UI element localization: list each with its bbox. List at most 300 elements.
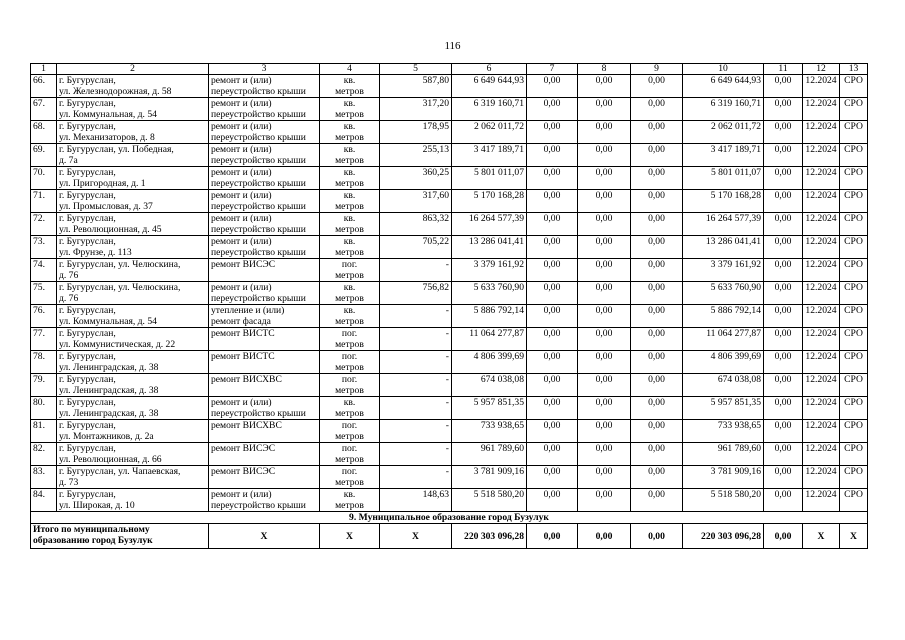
method-cell (840, 282, 868, 305)
row-number-cell-line: 76. (33, 305, 45, 316)
row-number-cell (31, 213, 57, 236)
fund-cell-11-line: 0,00 (774, 466, 792, 477)
fund-cell-7-line: 0,00 (543, 397, 561, 408)
fund-cell-10 (683, 167, 764, 190)
area-cell-line: 255,13 (422, 144, 449, 155)
fund-cell-8-line: 0,00 (595, 351, 613, 362)
fund-cell-7 (527, 213, 578, 236)
fund-cell-10 (683, 282, 764, 305)
method-cell-line: СРО (844, 420, 863, 431)
area-cell (380, 489, 452, 512)
work-type-cell (209, 236, 320, 259)
area-cell (380, 121, 452, 144)
fund-cell-11 (764, 121, 803, 144)
total-cost-cell (452, 75, 527, 98)
fund-cell-7-line: 0,00 (543, 98, 561, 109)
unit-cell (320, 397, 380, 420)
fund-cell-9-line: 0,00 (648, 144, 665, 155)
unit-cell-line: кв. (343, 144, 356, 155)
total-cost-cell (452, 466, 527, 489)
method-cell-line: СРО (844, 121, 863, 132)
unit-cell (320, 466, 380, 489)
fund-cell-11-line: 0,00 (774, 190, 792, 201)
deadline-cell-line: 12.2024 (805, 374, 837, 385)
fund-cell-10 (683, 397, 764, 420)
fund-cell-10-line: 5 518 580,20 (710, 489, 761, 500)
total-cost-cell-line: 5 518 580,20 (473, 489, 524, 500)
fund-cell-10 (683, 374, 764, 397)
fund-cell-10-line: 6 649 644,93 (710, 75, 761, 86)
deadline-cell (803, 213, 840, 236)
fund-cell-9-line: 0,00 (648, 282, 665, 293)
fund-cell-11 (764, 190, 803, 213)
total-cost-cell (452, 397, 527, 420)
unit-cell-line: метров (335, 316, 364, 327)
unit-cell-line: метров (335, 477, 364, 488)
unit-cell (320, 121, 380, 144)
fund-cell-7-line: 0,00 (543, 351, 561, 362)
row-number-cell-line: 83. (33, 466, 45, 477)
fund-cell-7 (527, 305, 578, 328)
method-cell (840, 466, 868, 489)
deadline-cell (803, 489, 840, 512)
deadline-cell (803, 305, 840, 328)
unit-cell-line: метров (335, 408, 364, 419)
fund-cell-8 (578, 328, 631, 351)
deadline-cell-line: 12.2024 (805, 466, 837, 477)
table-row (31, 236, 868, 259)
address-cell-line: г. Бугуруслан, ул. Победная, (59, 144, 174, 155)
work-type-cell-line: ремонт и (или) (211, 98, 272, 109)
work-type-cell-line: переустройство крыши (211, 293, 306, 304)
unit-cell (320, 190, 380, 213)
row-number-cell-line: 72. (33, 213, 45, 224)
fund-cell-11-line: 0,00 (774, 420, 792, 431)
deadline-cell (803, 259, 840, 282)
unit-cell (320, 282, 380, 305)
row-number-cell-line: 84. (33, 489, 45, 500)
total-cell-11-line: 0,00 (774, 530, 792, 542)
address-cell-line: г. Бугуруслан, (59, 167, 116, 178)
total-cell-5-line: X (412, 530, 419, 542)
fund-cell-8-line: 0,00 (595, 420, 613, 431)
row-number-cell-line: 67. (33, 98, 45, 109)
row-number-cell-line: 81. (33, 420, 45, 431)
unit-cell-line: метров (335, 132, 364, 143)
fund-cell-8 (578, 420, 631, 443)
unit-cell (320, 489, 380, 512)
unit-cell-line: метров (335, 385, 364, 396)
total-cost-cell-line: 5 801 011,07 (473, 167, 524, 178)
table-row (31, 167, 868, 190)
unit-cell-line: метров (335, 109, 364, 120)
method-cell-line: СРО (844, 443, 863, 454)
area-cell-line: 148,63 (422, 489, 449, 500)
fund-cell-9 (631, 305, 683, 328)
address-cell (57, 443, 209, 466)
column-number-cell: 9 (631, 64, 683, 75)
fund-cell-8 (578, 351, 631, 374)
row-number-cell-line: 71. (33, 190, 45, 201)
fund-cell-11-line: 0,00 (774, 236, 792, 247)
area-cell (380, 420, 452, 443)
fund-cell-7 (527, 420, 578, 443)
area-cell (380, 167, 452, 190)
fund-cell-7 (527, 75, 578, 98)
work-type-cell-line: ремонт и (или) (211, 236, 272, 247)
address-cell-line: ул. Ленинградская, д. 38 (59, 408, 159, 419)
address-cell-line: г. Бугуруслан, (59, 374, 116, 385)
total-cost-cell-line: 3 379 161,92 (473, 259, 524, 270)
total-cost-cell (452, 121, 527, 144)
column-number-cell: 5 (380, 64, 452, 75)
fund-cell-11 (764, 213, 803, 236)
method-cell (840, 75, 868, 98)
method-cell-line: СРО (844, 328, 863, 339)
unit-cell-line: кв. (343, 98, 356, 109)
fund-cell-11 (764, 98, 803, 121)
total-cost-cell-line: 2 062 011,72 (473, 121, 524, 132)
fund-cell-9 (631, 489, 683, 512)
address-cell-line: г. Бугуруслан, (59, 397, 116, 408)
row-number-cell-line: 79. (33, 374, 45, 385)
fund-cell-9 (631, 443, 683, 466)
address-cell-line: ул. Широкая, д. 10 (59, 500, 135, 511)
fund-cell-11 (764, 351, 803, 374)
address-cell-line: г. Бугуруслан, (59, 236, 116, 247)
fund-cell-8-line: 0,00 (595, 98, 613, 109)
fund-cell-8-line: 0,00 (595, 190, 613, 201)
work-type-cell-line: переустройство крыши (211, 408, 306, 419)
fund-cell-9-line: 0,00 (648, 167, 665, 178)
fund-cell-9-line: 0,00 (648, 190, 665, 201)
row-number-cell (31, 282, 57, 305)
work-type-cell-line: переустройство крыши (211, 224, 306, 235)
row-number-cell (31, 328, 57, 351)
deadline-cell-line: 12.2024 (805, 397, 837, 408)
column-number-cell: 13 (840, 64, 868, 75)
total-cost-cell (452, 144, 527, 167)
work-type-cell-line: ремонт и (или) (211, 144, 272, 155)
fund-cell-7-line: 0,00 (543, 167, 561, 178)
column-number-cell: 10 (683, 64, 764, 75)
total-cost-cell (452, 351, 527, 374)
unit-cell-line: пог. (341, 466, 358, 477)
total-cost-cell (452, 443, 527, 466)
unit-cell-line: метров (335, 86, 364, 97)
fund-cell-10 (683, 489, 764, 512)
deadline-cell (803, 351, 840, 374)
total-cell-11 (764, 524, 803, 549)
row-number-cell (31, 305, 57, 328)
deadline-cell (803, 420, 840, 443)
work-type-cell-line: ремонт и (или) (211, 75, 272, 86)
fund-cell-10 (683, 466, 764, 489)
address-cell (57, 121, 209, 144)
fund-cell-11 (764, 443, 803, 466)
fund-cell-10-line: 5 170 168,28 (710, 190, 761, 201)
total-cell-9 (631, 524, 683, 549)
work-type-cell (209, 328, 320, 351)
row-number-cell-line: 70. (33, 167, 45, 178)
method-cell-line: СРО (844, 236, 863, 247)
row-number-cell (31, 121, 57, 144)
deadline-cell (803, 167, 840, 190)
work-type-cell (209, 259, 320, 282)
work-type-cell-line: переустройство крыши (211, 155, 306, 166)
method-cell (840, 121, 868, 144)
unit-cell-line: кв. (343, 213, 356, 224)
fund-cell-9-line: 0,00 (648, 236, 665, 247)
unit-cell-line: кв. (343, 489, 356, 500)
total-cost-cell-line: 6 649 644,93 (473, 75, 524, 86)
fund-cell-9-line: 0,00 (648, 397, 665, 408)
area-cell (380, 351, 452, 374)
address-cell-line: ул. Монтажников, д. 2а (59, 431, 154, 442)
address-cell-line: ул. Ленинградская, д. 38 (59, 385, 159, 396)
fund-cell-10-line: 3 781 909,16 (710, 466, 761, 477)
fund-cell-11-line: 0,00 (774, 443, 792, 454)
total-cell-12-line: X (817, 530, 825, 542)
fund-cell-9 (631, 190, 683, 213)
fund-cell-7 (527, 282, 578, 305)
fund-cell-11 (764, 305, 803, 328)
method-cell (840, 305, 868, 328)
fund-cell-11 (764, 75, 803, 98)
unit-cell-line: кв. (343, 397, 356, 408)
address-cell-line: г. Бугуруслан, (59, 213, 116, 224)
fund-cell-11 (764, 236, 803, 259)
unit-cell (320, 75, 380, 98)
method-cell-line: СРО (844, 75, 863, 86)
total-cost-cell-line: 733 938,65 (480, 420, 524, 431)
address-cell (57, 420, 209, 443)
area-cell-line: - (445, 374, 449, 385)
address-cell (57, 374, 209, 397)
area-cell-line: - (445, 466, 449, 477)
total-cell-3 (209, 524, 320, 549)
unit-cell-line: метров (335, 293, 364, 304)
unit-cell-line: пог. (341, 420, 358, 431)
row-number-cell (31, 144, 57, 167)
fund-cell-8 (578, 466, 631, 489)
unit-cell (320, 443, 380, 466)
work-type-cell (209, 443, 320, 466)
unit-cell (320, 98, 380, 121)
work-type-cell-line: ремонт ВИСХВС (211, 374, 282, 385)
total-cost-cell (452, 420, 527, 443)
fund-cell-11-line: 0,00 (774, 374, 792, 385)
area-cell (380, 305, 452, 328)
unit-cell-line: метров (335, 224, 364, 235)
total-cost-cell-line: 5 957 851,35 (473, 397, 524, 408)
area-cell-line: 863,32 (422, 213, 449, 224)
deadline-cell (803, 75, 840, 98)
area-cell (380, 75, 452, 98)
fund-cell-7 (527, 236, 578, 259)
column-number-cell: 7 (527, 64, 578, 75)
page-number: 116 (444, 40, 461, 52)
fund-cell-8 (578, 213, 631, 236)
fund-cell-8-line: 0,00 (595, 259, 613, 270)
work-type-cell-line: ремонт ВИСХВС (211, 420, 282, 431)
fund-cell-8 (578, 121, 631, 144)
unit-cell-line: метров (335, 339, 364, 350)
fund-cell-10-line: 733 938,65 (717, 420, 761, 431)
fund-cell-7 (527, 98, 578, 121)
fund-cell-8 (578, 443, 631, 466)
row-number-cell (31, 351, 57, 374)
fund-cell-8-line: 0,00 (595, 121, 613, 132)
unit-cell-line: метров (335, 362, 364, 373)
fund-cell-11 (764, 466, 803, 489)
area-cell (380, 98, 452, 121)
table-row (31, 144, 868, 167)
address-cell-line: ул. Коммунальная, д. 54 (59, 316, 157, 327)
fund-cell-11-line: 0,00 (774, 98, 792, 109)
area-cell-line: 178,95 (422, 121, 449, 132)
fund-cell-7-line: 0,00 (543, 374, 561, 385)
fund-cell-10 (683, 305, 764, 328)
total-cost-cell (452, 190, 527, 213)
work-type-cell-line: ремонт и (или) (211, 397, 272, 408)
table-row (31, 305, 868, 328)
fund-cell-7-line: 0,00 (543, 213, 561, 224)
unit-cell-line: кв. (343, 282, 356, 293)
address-cell (57, 466, 209, 489)
unit-cell-line: кв. (343, 75, 356, 86)
fund-cell-11 (764, 144, 803, 167)
address-cell-line: г. Бугуруслан, (59, 121, 116, 132)
deadline-cell-line: 12.2024 (805, 98, 837, 109)
address-cell (57, 397, 209, 420)
fund-cell-8 (578, 259, 631, 282)
total-cost-cell-line: 674 038,08 (480, 374, 524, 385)
total-cell-5 (380, 524, 452, 549)
fund-cell-9 (631, 328, 683, 351)
deadline-cell (803, 397, 840, 420)
method-cell-line: СРО (844, 144, 863, 155)
fund-cell-8-line: 0,00 (595, 213, 613, 224)
deadline-cell-line: 12.2024 (805, 144, 837, 155)
deadline-cell-line: 12.2024 (805, 213, 837, 224)
fund-cell-9 (631, 374, 683, 397)
deadline-cell (803, 374, 840, 397)
table-row (31, 328, 868, 351)
total-cell-4 (320, 524, 380, 549)
area-cell-line: - (445, 259, 449, 270)
address-cell-line: г. Бугуруслан, ул. Челюскина, (59, 259, 181, 270)
address-cell (57, 282, 209, 305)
area-cell-line: - (445, 397, 449, 408)
total-cost-cell-line: 4 806 399,69 (473, 351, 524, 362)
work-type-cell (209, 190, 320, 213)
fund-cell-7-line: 0,00 (543, 236, 561, 247)
work-type-cell-line: ремонт ВИСЭС (211, 443, 276, 454)
fund-cell-8 (578, 305, 631, 328)
method-cell-line: СРО (844, 282, 863, 293)
address-cell-line: г. Бугуруслан, (59, 98, 116, 109)
deadline-cell-line: 12.2024 (805, 305, 837, 316)
column-number-cell: 8 (578, 64, 631, 75)
fund-cell-10-line: 4 806 399,69 (710, 351, 761, 362)
area-cell-line: 317,20 (422, 98, 449, 109)
work-type-cell (209, 420, 320, 443)
fund-cell-8 (578, 144, 631, 167)
unit-cell-line: метров (335, 454, 364, 465)
address-cell (57, 167, 209, 190)
fund-cell-10-line: 16 264 577,39 (705, 213, 761, 224)
unit-cell (320, 351, 380, 374)
fund-cell-10 (683, 420, 764, 443)
fund-cell-11-line: 0,00 (774, 282, 792, 293)
address-cell (57, 305, 209, 328)
unit-cell-line: метров (335, 270, 364, 281)
column-number-row (31, 64, 868, 75)
unit-cell-line: кв. (343, 236, 356, 247)
work-type-cell-line: утепление и (или) (211, 305, 285, 316)
unit-cell-line: пог. (341, 443, 358, 454)
unit-cell-line: метров (335, 178, 364, 189)
column-number-cell: 4 (320, 64, 380, 75)
row-number-cell (31, 75, 57, 98)
work-type-cell (209, 466, 320, 489)
fund-cell-7 (527, 328, 578, 351)
unit-cell (320, 213, 380, 236)
fund-cell-8-line: 0,00 (595, 282, 613, 293)
address-cell-line: ул. Промысловая, д. 37 (59, 201, 153, 212)
fund-cell-7 (527, 144, 578, 167)
total-cost-cell-line: 13 286 041,41 (468, 236, 524, 247)
table-row (31, 282, 868, 305)
table-row (31, 466, 868, 489)
area-cell-line: - (445, 420, 449, 431)
table-row (31, 259, 868, 282)
total-cell-10-line: 220 303 096,28 (701, 530, 761, 542)
unit-cell-line: метров (335, 155, 364, 166)
fund-cell-8-line: 0,00 (595, 443, 613, 454)
address-cell-line: г. Бугуруслан, (59, 190, 116, 201)
fund-cell-9-line: 0,00 (648, 351, 665, 362)
table-row (31, 121, 868, 144)
address-cell-line: г. Бугуруслан, ул. Чапаевская, (59, 466, 181, 477)
method-cell-line: СРО (844, 466, 863, 477)
fund-cell-7 (527, 374, 578, 397)
column-number-cell: 11 (764, 64, 803, 75)
method-cell (840, 98, 868, 121)
unit-cell (320, 328, 380, 351)
fund-cell-10 (683, 328, 764, 351)
fund-cell-9 (631, 144, 683, 167)
total-cell-3-line: X (260, 530, 268, 542)
fund-cell-11-line: 0,00 (774, 489, 792, 500)
deadline-cell-line: 12.2024 (805, 190, 837, 201)
row-number-cell (31, 236, 57, 259)
unit-cell (320, 236, 380, 259)
total-cost-cell (452, 98, 527, 121)
fund-cell-8-line: 0,00 (595, 167, 613, 178)
fund-cell-9-line: 0,00 (648, 489, 665, 500)
address-cell-line: ул. Ленинградская, д. 38 (59, 362, 159, 373)
row-number-cell (31, 466, 57, 489)
method-cell (840, 259, 868, 282)
total-cell-12 (803, 524, 840, 549)
work-type-cell-line: переустройство крыши (211, 247, 306, 258)
work-type-cell (209, 351, 320, 374)
work-type-cell-line: ремонт и (или) (211, 167, 272, 178)
work-type-cell (209, 167, 320, 190)
fund-cell-7 (527, 259, 578, 282)
